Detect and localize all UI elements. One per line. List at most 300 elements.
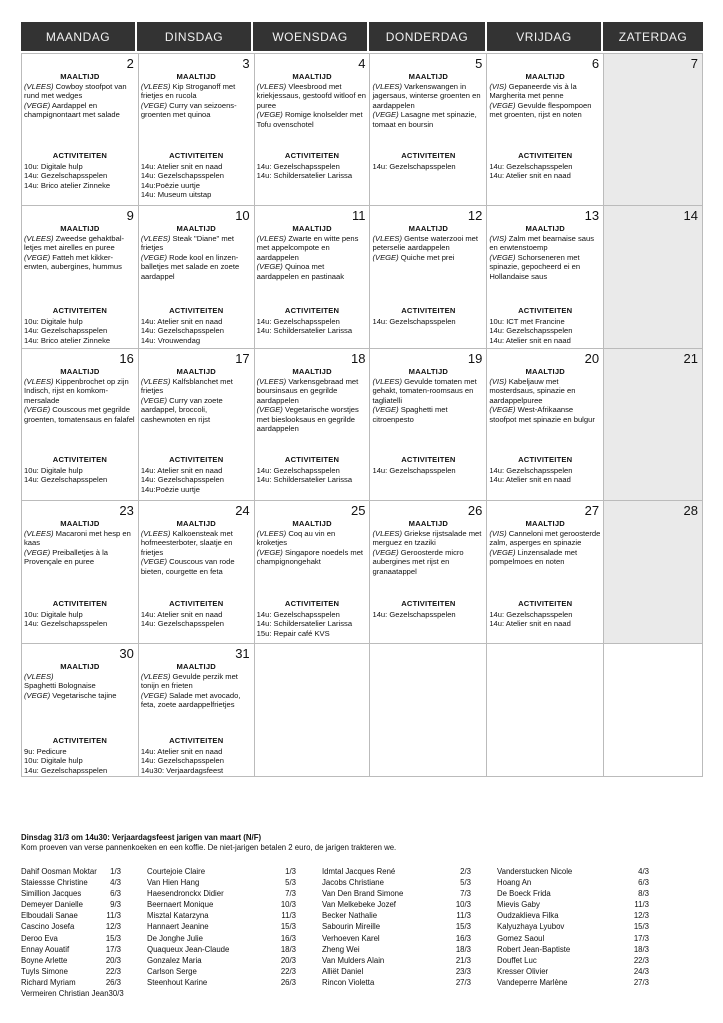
meal-heading: MAALTIJD <box>408 367 449 376</box>
meal-line <box>372 82 484 111</box>
meal-dish: Gentse waterzooi met peterselie aardappelen <box>372 233 481 253</box>
day-cell <box>22 349 139 501</box>
birthday-entry <box>147 877 296 888</box>
activities-heading: ACTIVITEITEN <box>169 736 224 745</box>
activities-heading: ACTIVITEITEN <box>284 599 340 608</box>
day-cell <box>139 206 255 349</box>
person-name: Richard Myriam <box>21 977 76 987</box>
day-number: 6 <box>591 56 600 71</box>
meal-type: (VLEES) <box>372 81 403 91</box>
day-cell <box>604 349 703 501</box>
empty-day-cell <box>487 644 604 777</box>
birthday-date: 11/3 <box>106 911 121 921</box>
day-number: 23 <box>119 503 134 518</box>
activity-item: 14u: Museum uitstap <box>140 190 212 200</box>
meal-dish: Varkenswangen in jagersaus, winterse groenten en aardappelen <box>372 81 483 110</box>
meal-heading: MAALTIJD <box>176 519 216 528</box>
meal-type: (VLEES) <box>372 376 403 386</box>
day-number: 30 <box>119 646 134 661</box>
day-number: 26 <box>467 503 483 518</box>
birthday-date: 16/3 <box>455 933 471 943</box>
activity-item: 14u: Gezelschapsspelen <box>489 465 573 475</box>
day-cell <box>255 349 371 501</box>
day-number: 5 <box>475 56 483 71</box>
meal-type: (VLEES) <box>24 528 54 538</box>
person-name: Rincon Violetta <box>322 977 375 987</box>
meal-dish: Curry van zoete aardappel, broccoli, cashewnoten en rijst <box>140 395 225 424</box>
meal-type: (VLEES) <box>24 81 54 91</box>
meal-dish: Preiballetjes à la Provençale en puree <box>24 547 111 567</box>
activity-item: 14u: Schildersatelier Larissa <box>256 326 353 336</box>
activity-item: 14u: Gezelschapsspelen <box>489 161 573 171</box>
birthday-list <box>21 866 649 999</box>
activities <box>257 306 368 336</box>
day-number: 12 <box>467 208 483 223</box>
birthday-date: 18/3 <box>280 944 296 954</box>
birthday-date: 27/3 <box>633 977 649 987</box>
birthday-date: 27/3 <box>455 977 471 987</box>
meal-type: (VEGE) <box>140 557 167 567</box>
day-number: 9 <box>126 208 134 223</box>
meal-line <box>372 234 484 253</box>
birthday-column <box>497 866 649 999</box>
activities <box>141 455 252 494</box>
day-cell <box>370 206 487 349</box>
calendar-grid <box>21 53 703 777</box>
meal-type: (VEGE) <box>140 252 167 262</box>
empty-day-cell <box>604 644 703 777</box>
person-name: Douffet Luc <box>497 955 537 965</box>
activity-item: 14u: Gezelschapsspelen <box>372 161 456 171</box>
birthday-entry <box>497 877 649 888</box>
birthday-column <box>322 866 497 999</box>
meal-dish: Gevulde perzik met tonijn en frieten <box>140 671 241 691</box>
week-row <box>22 349 703 501</box>
day-number: 17 <box>235 351 250 366</box>
meal-type: (VLEES) <box>256 233 287 243</box>
person-name: De Boeck Frida <box>497 889 551 899</box>
activities-heading: ACTIVITEITEN <box>169 306 224 315</box>
day-number: 28 <box>683 503 698 518</box>
birthday-entry <box>21 977 121 988</box>
meal-type: (VEGE) <box>140 395 167 405</box>
birthday-date: 22/3 <box>633 955 649 965</box>
meal-dish: Kabeljauw met mosterdsaus, spinazie en aardappelpuree <box>489 376 578 405</box>
person-name: Vandeperre Marlène <box>497 977 568 987</box>
meal-line <box>372 253 484 263</box>
meal-type: (VEGE) <box>140 100 167 110</box>
person-name: Vermeiren Christian Jean <box>21 989 109 999</box>
birthday-date: 6/3 <box>110 889 121 899</box>
birthday-entry <box>497 977 649 988</box>
activity-item: 14u: Gezelschapsspelen <box>140 171 224 181</box>
activities <box>489 455 601 485</box>
activity-item: 14u:Poëzie uurtje <box>140 180 200 190</box>
meal-type: (VEGE) <box>489 100 516 110</box>
meal-type: (VLEES) <box>372 528 403 538</box>
meal-heading: MAALTIJD <box>292 224 332 233</box>
meal-type: (VIS) <box>489 233 507 243</box>
meal-type: (VLEES) <box>256 81 287 91</box>
meal-line <box>257 234 368 263</box>
meal-dish: Kalkoensteak met hofmeesterboter, slaatje en frietjes <box>140 528 235 557</box>
week-row <box>22 644 703 777</box>
weekday-woensdag: WOENSDAG <box>253 22 369 51</box>
meal-heading: MAALTIJD <box>176 224 216 233</box>
activities-heading: ACTIVITEITEN <box>401 151 456 160</box>
activity-item: 14u: Schildersatelier Larissa <box>256 475 353 485</box>
activities <box>372 455 484 475</box>
day-cell <box>487 501 604 644</box>
meal-line <box>24 405 136 424</box>
meal-line <box>141 529 252 558</box>
meal-type: (VEGE) <box>24 405 51 415</box>
person-name: Van Mulders Alain <box>322 955 385 965</box>
birthday-entry <box>147 955 296 966</box>
meal-dish: Quinoa met aardappelen en pastinaak <box>256 262 345 281</box>
meal-dish: Romige knolselder met Tofu ovenschotel <box>256 110 365 129</box>
birthday-entry <box>497 955 649 966</box>
activities <box>257 455 368 485</box>
meal-line <box>24 548 136 567</box>
activity-item: 14u: Gezelschapsspelen <box>256 161 340 171</box>
meal-line <box>24 681 136 691</box>
activities <box>257 599 368 638</box>
birthday-entry <box>322 966 471 977</box>
day-number: 19 <box>467 351 483 366</box>
meal-dish: West-Afrikaanse stoofpot met spinazie en bulgur <box>489 405 595 424</box>
person-name: Hoang An <box>497 878 532 888</box>
meal-type: (VIS) <box>489 376 507 386</box>
birthday-entry <box>322 921 471 932</box>
meal-heading: MAALTIJD <box>60 72 100 81</box>
meal-dish: Fatteh met kikker-erwten, aubergines, hummus <box>24 252 122 272</box>
meal-type: (VIS) <box>489 528 507 538</box>
activities-heading: ACTIVITEITEN <box>169 599 224 608</box>
birthday-entry <box>322 955 471 966</box>
meal-type: (VLEES) <box>256 528 287 538</box>
meal-line <box>141 377 252 396</box>
activity-item: 10u: Digitale hulp <box>24 465 83 475</box>
week-row <box>22 54 703 206</box>
person-name: Haesendronckx Didier <box>147 889 224 899</box>
activities <box>372 599 484 619</box>
weekday-donderdag: DONDERDAG <box>369 22 487 51</box>
person-name: Misztal Katarzyna <box>147 911 209 921</box>
activity-item: 14u: Gezelschapsspelen <box>256 316 340 326</box>
person-name: Gomez Saoul <box>497 933 545 943</box>
activities-heading: ACTIVITEITEN <box>284 455 340 464</box>
day-cell <box>370 54 487 206</box>
meal-dish: Couscous van rode bieten, courgette en feta <box>140 557 237 576</box>
birthday-entry <box>497 933 649 944</box>
birthday-date: 5/3 <box>285 878 296 888</box>
birthday-column <box>147 866 322 999</box>
activities-heading: ACTIVITEITEN <box>52 736 108 745</box>
meal-dish: Kalfsblanchet met frietjes <box>140 376 235 396</box>
birthday-column <box>21 866 147 999</box>
birthday-date: 1/3 <box>110 867 121 876</box>
activity-item: 14u: Gezelschapsspelen <box>372 316 456 326</box>
meal-line <box>141 557 252 576</box>
weekday-zaterdag: ZATERDAG <box>603 22 703 51</box>
person-name: De Jonghe Julie <box>147 933 203 943</box>
person-name: Idmtal Jacques René <box>322 867 396 876</box>
weekday-dinsdag: DINSDAG <box>137 22 253 51</box>
person-name: Mievis Gaby <box>497 900 540 910</box>
birthday-entry <box>497 899 649 910</box>
person-name: Tuyls Simone <box>21 966 68 976</box>
birthday-date: 15/3 <box>633 922 649 932</box>
birthday-date: 23/3 <box>455 966 471 976</box>
meal-heading: MAALTIJD <box>525 367 565 376</box>
weekday-maandag: MAANDAG <box>21 22 137 51</box>
meal-dish: Cowboy stoofpot van rund met wedges <box>24 81 129 101</box>
meal-line <box>24 377 136 406</box>
birthday-date: 17/3 <box>105 944 121 954</box>
day-number: 14 <box>683 208 698 223</box>
meal-type: (VEGE) <box>24 100 51 110</box>
person-name: Zheng Wei <box>322 944 360 954</box>
meal-dish: Salade met avocado, feta, zoete aardappelfrietjes <box>140 690 243 710</box>
person-name: Elboudali Sanae <box>21 911 78 921</box>
birthday-entry <box>497 910 649 921</box>
activities <box>141 306 252 345</box>
meal-type: (VEGE) <box>372 110 399 120</box>
activity-item: 10u: Digitale hulp <box>24 756 83 766</box>
person-name: Van Den Brand Simone <box>322 889 404 899</box>
meal-heading: MAALTIJD <box>60 519 100 528</box>
birthday-date: 20/3 <box>280 955 296 965</box>
birthday-entry <box>21 966 121 977</box>
activity-item: 14u: Atelier snit en naad <box>140 161 223 171</box>
day-cell <box>370 349 487 501</box>
birthday-entry <box>497 921 649 932</box>
meal-line <box>257 110 368 129</box>
activity-item: 14u: Gezelschapsspelen <box>140 619 224 629</box>
birthday-date: 26/3 <box>280 977 296 987</box>
birthday-entry <box>497 966 649 977</box>
activities <box>489 151 601 181</box>
person-name: Verhoeven Karel <box>322 933 380 943</box>
meal-type: (VEGE) <box>489 547 516 557</box>
activity-item: 14u: Gezelschapsspelen <box>489 326 573 336</box>
meal-heading: MAALTIJD <box>176 662 216 671</box>
weekday-vrijdag: VRIJDAG <box>487 22 603 51</box>
birthday-entry <box>322 910 471 921</box>
day-cell <box>370 501 487 644</box>
day-cell <box>487 54 604 206</box>
meal-type: (VLEES) <box>24 671 54 681</box>
day-cell <box>255 501 371 644</box>
meal-type: (VEGE) <box>256 405 283 415</box>
person-name: Oudzaklieva Filka <box>497 911 559 921</box>
meal-line <box>489 377 601 406</box>
meal-line <box>141 253 252 282</box>
activity-item: 14u: Gezelschapsspelen <box>372 465 456 475</box>
meal-dish: Zalm met bearnaise saus en erwtenstoemp <box>489 233 597 253</box>
meal-dish: Gevulde tomaten met gehakt, tomaten-roomsaus en tagliatelli <box>372 376 479 405</box>
meal-heading: MAALTIJD <box>292 519 332 528</box>
birthday-date: 8/3 <box>638 889 649 899</box>
birthday-date: 11/3 <box>281 911 296 921</box>
activity-item: 14u: Atelier snit en naad <box>489 475 571 485</box>
meal-dish: Zwarte en witte pens met appelcompote en aardappelen <box>256 233 361 262</box>
activities-heading: ACTIVITEITEN <box>169 455 224 464</box>
meal-type: (VEGE) <box>489 252 516 262</box>
meal-line <box>24 672 136 682</box>
meal-type: (VLEES) <box>256 376 287 386</box>
meal-line <box>489 548 601 567</box>
activity-item: 15u: Repair café KVS <box>256 628 330 638</box>
meal-type: (VEGE) <box>489 405 516 415</box>
person-name: Van Melkebeke Jozef <box>322 900 396 910</box>
day-cell <box>139 54 255 206</box>
activity-item: 14u: Gezelschapsspelen <box>256 609 340 619</box>
activities-heading: ACTIVITEITEN <box>401 599 456 608</box>
day-cell <box>22 54 139 206</box>
activity-item: 10u: ICT met Francine <box>489 316 565 326</box>
meal-dish: Singapore noedels met champignongehakt <box>256 547 366 567</box>
activity-item: 14u: Gezelschapsspelen <box>140 475 224 485</box>
meal-line <box>489 529 601 548</box>
birthday-entry <box>322 899 471 910</box>
weekday-header <box>21 22 703 51</box>
birthday-entry <box>21 866 121 877</box>
person-name: Van Hien Hang <box>147 878 200 888</box>
activity-item: 14u: Schildersatelier Larissa <box>256 619 353 629</box>
activity-item: 14u: Gezelschapsspelen <box>24 619 108 629</box>
meal-dish: Vegetarische tajine <box>50 690 117 700</box>
activities <box>24 306 136 345</box>
day-cell <box>487 206 604 349</box>
day-number: 3 <box>242 56 250 71</box>
birthday-entry <box>21 899 121 910</box>
day-number: 2 <box>126 56 134 71</box>
activities <box>372 151 484 171</box>
activity-item: 10u: Digitale hulp <box>24 609 83 619</box>
meal-dish: Kip Stroganoff met frietjes en rucola <box>140 81 238 101</box>
day-number: 31 <box>235 646 250 661</box>
birthday-date: 24/3 <box>633 966 649 976</box>
meal-heading: MAALTIJD <box>176 72 216 81</box>
birthday-date: 2/3 <box>460 867 471 876</box>
day-cell <box>139 349 255 501</box>
meal-type: (VLEES) <box>24 233 54 243</box>
meal-line <box>372 110 484 129</box>
birthday-date: 5/3 <box>460 878 471 888</box>
birthday-date: 15/3 <box>280 922 296 932</box>
birthday-entry <box>147 910 296 921</box>
birthday-entry <box>21 988 124 999</box>
activity-item: 14u: Atelier snit en naad <box>140 609 223 619</box>
empty-day-cell <box>255 644 371 777</box>
meal-line <box>141 82 252 101</box>
activity-item: 14u: Gezelschapsspelen <box>489 609 573 619</box>
meal-line <box>24 82 136 101</box>
activities <box>141 151 252 200</box>
activity-item: 14u: Schildersatelier Larissa <box>256 171 353 181</box>
meal-line <box>24 253 136 272</box>
meal-line <box>257 548 368 567</box>
meal-dish: Aardappel en champignontaart met salade <box>24 100 120 120</box>
day-number: 25 <box>351 503 366 518</box>
birthday-entry <box>322 877 471 888</box>
meal-dish: Curry van seizoens-groenten met quinoa <box>140 100 237 120</box>
meal-dish: Schorseneren met spinazie, gepocheerd ei en Hollandaise saus <box>489 252 583 281</box>
birthday-date: 9/3 <box>110 900 121 910</box>
day-number: 20 <box>584 351 600 366</box>
activities-heading: ACTIVITEITEN <box>284 151 340 160</box>
meal-heading: MAALTIJD <box>408 224 449 233</box>
birthday-entry <box>322 933 471 944</box>
birthday-date: 12/3 <box>633 911 649 921</box>
birthday-date: 15/3 <box>455 922 471 932</box>
meal-line <box>24 101 136 120</box>
meal-heading: MAALTIJD <box>292 72 332 81</box>
meal-line <box>372 548 484 577</box>
day-number: 24 <box>235 503 250 518</box>
meal-dish: Canneloni met geroosterde zalm, asperges en spinazie <box>489 528 603 548</box>
person-name: Kalyuzhaya Lyubov <box>497 922 565 932</box>
day-number: 16 <box>119 351 134 366</box>
meal-dish: Spaghetti met citroenpesto <box>372 405 450 424</box>
activity-item: 14u: Gezelschapsspelen <box>24 171 108 181</box>
day-number: 7 <box>690 56 698 71</box>
week-row <box>22 206 703 349</box>
meal-type: (VEGE) <box>372 547 399 557</box>
meal-line <box>141 234 252 253</box>
birthday-entry <box>147 899 296 910</box>
person-name: Ennay Aouatif <box>21 944 70 954</box>
meal-dish: Macaroni met hesp en kaas <box>24 528 133 548</box>
birthday-date: 11/3 <box>456 911 471 921</box>
meal-line <box>24 691 136 701</box>
person-name: Courtejoie Claire <box>147 867 206 876</box>
birthday-entry <box>21 955 121 966</box>
birthday-date: 6/3 <box>638 878 649 888</box>
meal-line <box>257 82 368 111</box>
meal-dish: Zweedse gehaktbal-letjes met airelles en puree <box>24 233 125 253</box>
meal-type: (VEGE) <box>140 690 167 700</box>
person-name: Vanderstucken Nicole <box>497 867 573 876</box>
birthday-date: 10/3 <box>455 900 471 910</box>
meal-line <box>141 691 252 710</box>
person-name: Alliët Daniel <box>322 966 364 976</box>
birthday-date: 18/3 <box>455 944 471 954</box>
meal-heading: MAALTIJD <box>525 519 565 528</box>
meal-dish: Vleesbrood met kriekjessaus, gestoofd witloof en puree <box>256 81 369 110</box>
meal-line <box>141 396 252 425</box>
meal-type: (VLEES) <box>372 233 403 243</box>
meal-heading: MAALTIJD <box>60 224 100 233</box>
meal-dish: Gevulde flespompoen met groenten, rijst en noten <box>489 100 594 120</box>
day-cell <box>139 644 255 777</box>
person-name: Gonzalez Maria <box>147 955 202 965</box>
birthday-entry <box>147 944 296 955</box>
day-number: 13 <box>584 208 600 223</box>
birthday-entry <box>322 888 471 899</box>
activities <box>257 151 368 181</box>
meal-line <box>257 405 368 434</box>
person-name: Hannaert Jeanine <box>147 922 209 932</box>
person-name: Deroo Eva <box>21 933 58 943</box>
person-name: Simillion Jacques <box>21 889 82 899</box>
activity-item: 14u: Gezelschapsspelen <box>24 475 108 485</box>
person-name: Quaqueux Jean-Claude <box>147 944 230 954</box>
meal-type: (VEGE) <box>24 547 51 557</box>
meal-line <box>372 377 484 406</box>
